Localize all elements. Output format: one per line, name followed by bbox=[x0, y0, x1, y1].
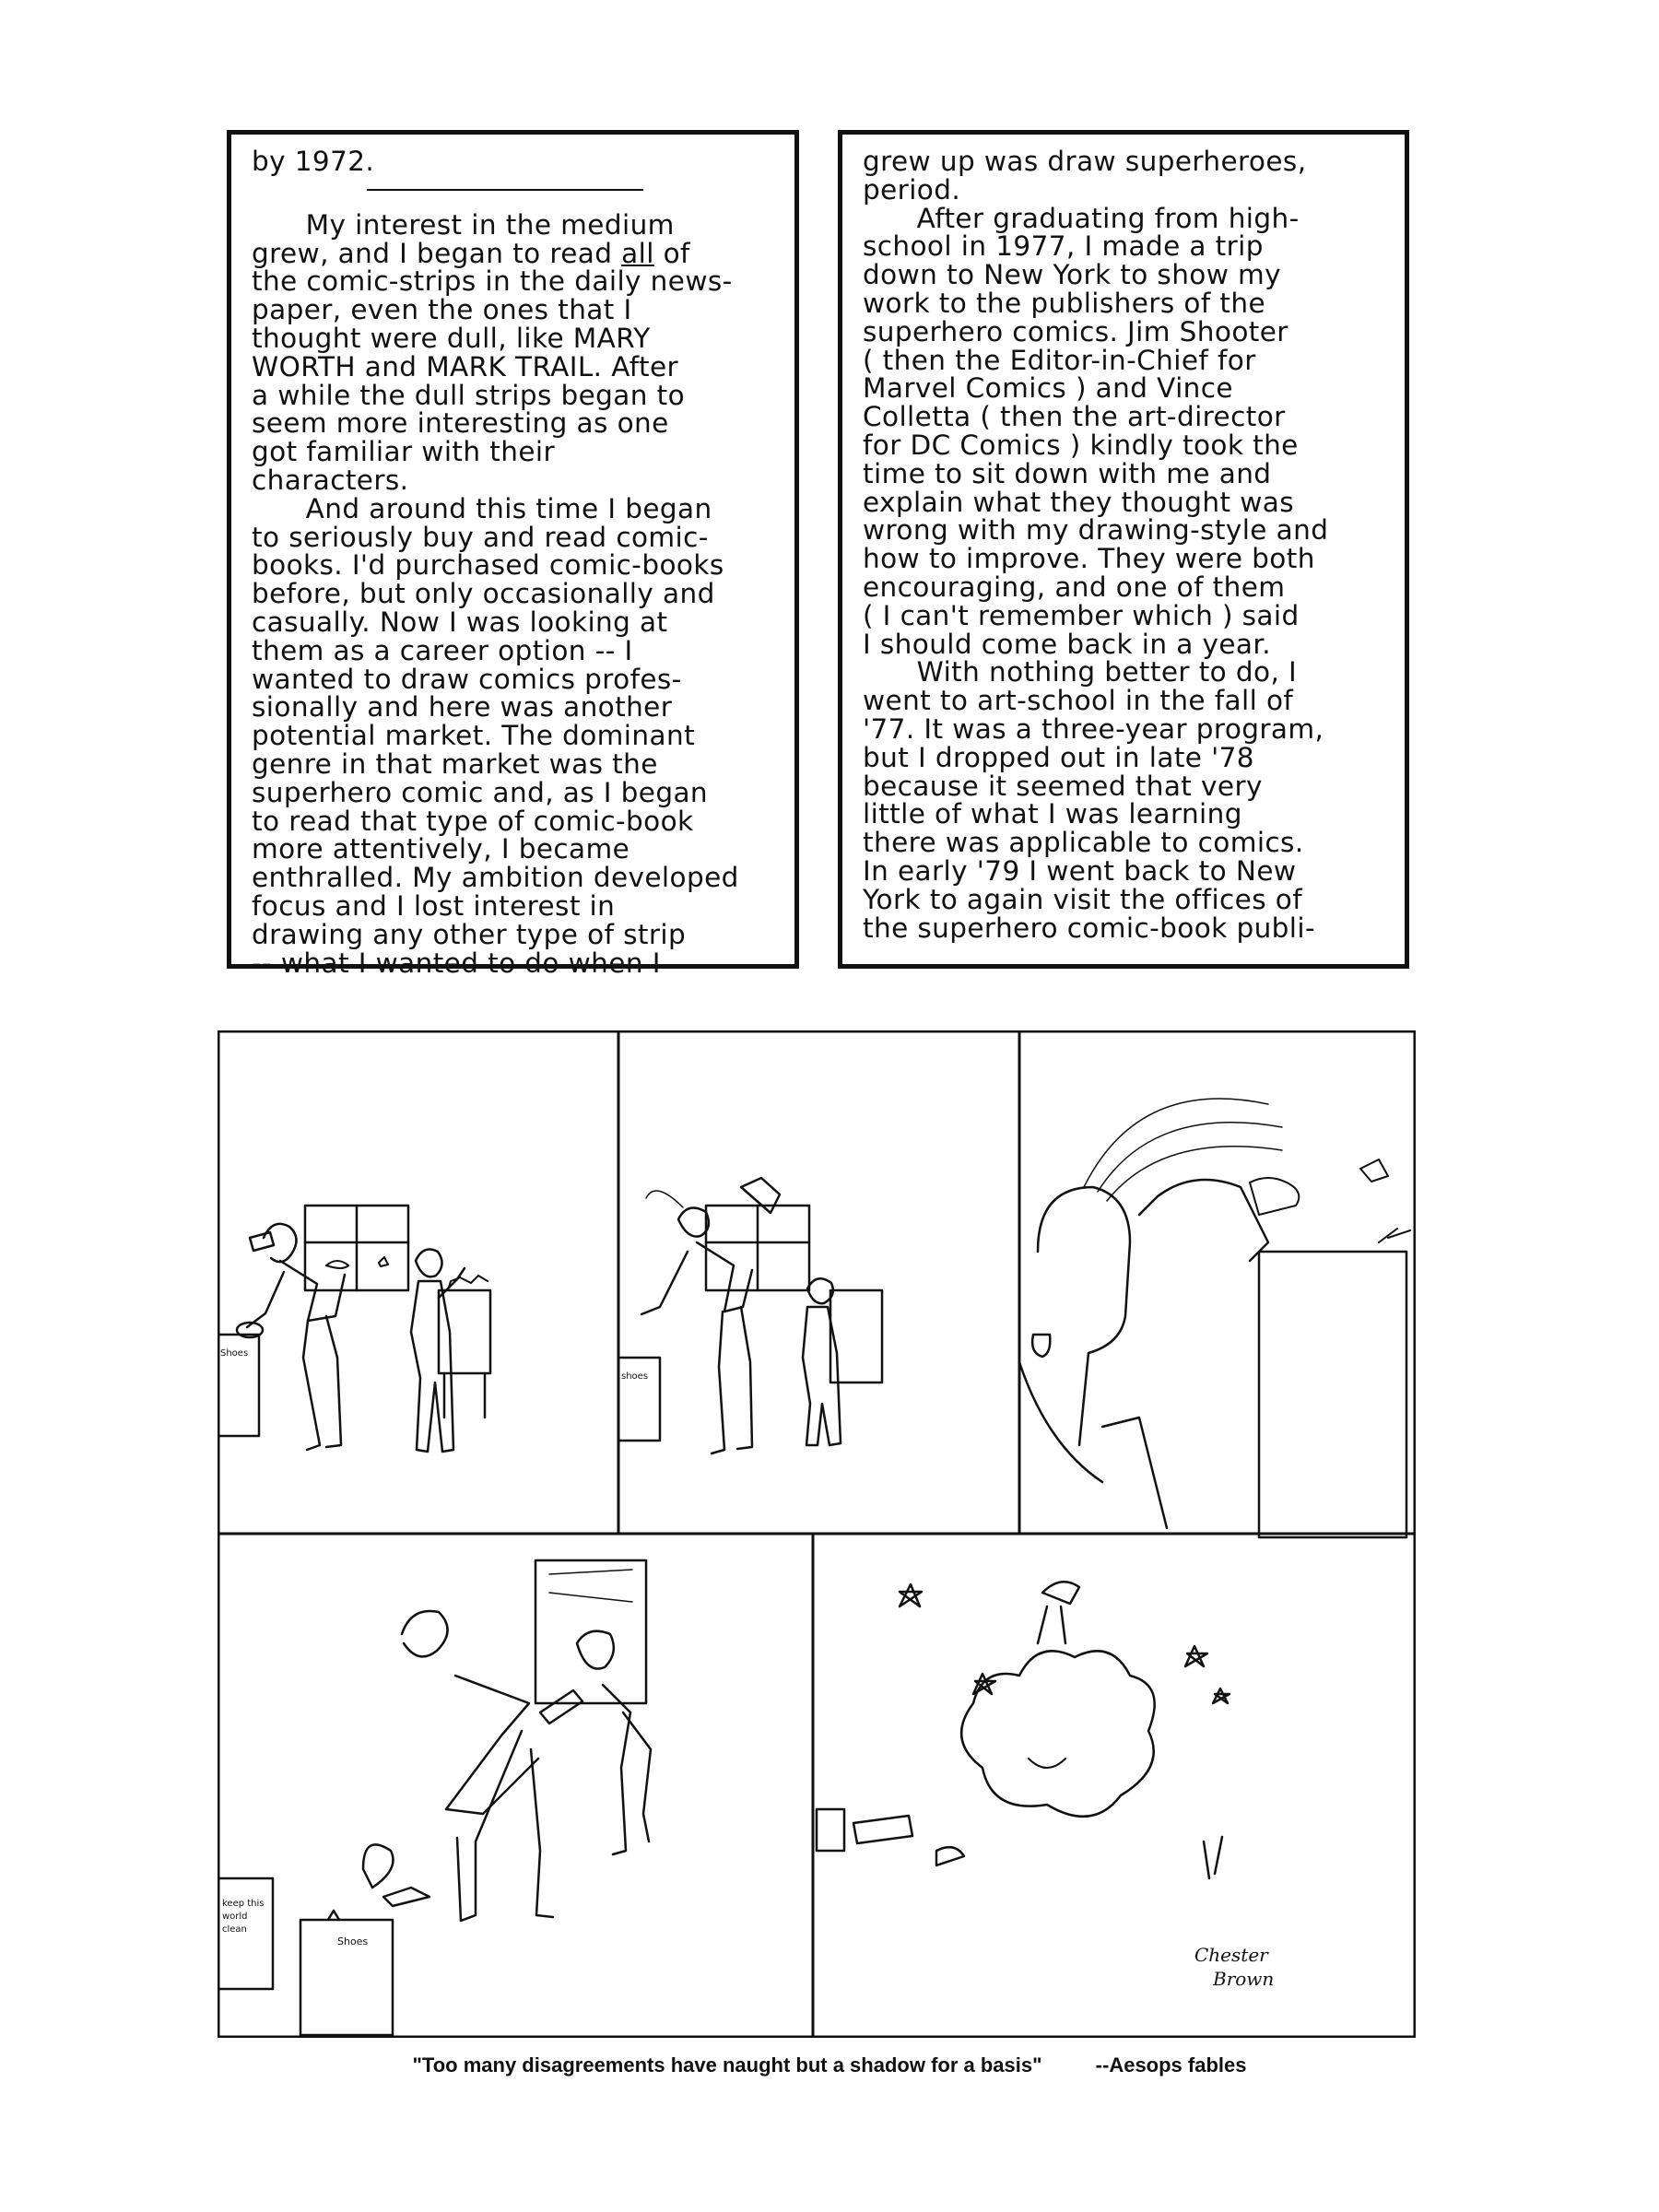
panel-1 bbox=[218, 1206, 490, 1452]
text-line: school in 1977, I made a trip bbox=[863, 230, 1264, 263]
star-icon bbox=[1185, 1646, 1207, 1666]
bin-label: clean bbox=[222, 1924, 247, 1935]
text-line: seem more interesting as one bbox=[252, 407, 669, 440]
text-line: got familiar with their bbox=[252, 436, 555, 468]
text-line: period. bbox=[863, 173, 961, 206]
text-line: a while the dull strips began to bbox=[252, 379, 686, 411]
dust-cloud bbox=[961, 1651, 1155, 1817]
text-line: Marvel Comics ) and Vince bbox=[863, 372, 1233, 405]
text-line: wanted to draw comics profes- bbox=[252, 663, 682, 695]
head bbox=[264, 1224, 297, 1262]
text-line: there was applicable to comics. bbox=[863, 827, 1304, 859]
text-line: superhero comics. Jim Shooter bbox=[863, 315, 1288, 347]
text-line: With nothing better to do, I bbox=[863, 656, 1298, 688]
text-line bbox=[252, 237, 774, 269]
shoes-label: Shoes bbox=[337, 1936, 369, 1947]
text-line: them as a career option -- I bbox=[252, 634, 633, 666]
head bbox=[678, 1208, 709, 1237]
panel-2 bbox=[618, 1178, 882, 1453]
text-line: characters. bbox=[252, 464, 409, 496]
text-line: enthralled. My ambition developed bbox=[252, 862, 739, 894]
text-line: superhero comic and, as I began bbox=[252, 776, 709, 808]
comic-strip-art bbox=[218, 1030, 1416, 2038]
text-line: little of what I was learning bbox=[863, 798, 1242, 830]
text-column-left bbox=[227, 130, 799, 979]
comic-strip bbox=[218, 1030, 1416, 2038]
text-line: York to again visit the offices of bbox=[863, 883, 1303, 915]
text-line: -- what I wanted to do when I bbox=[252, 947, 661, 979]
trash-bin bbox=[817, 1809, 844, 1851]
text-line: focus and I lost interest in bbox=[252, 889, 616, 922]
star-icon bbox=[900, 1584, 922, 1606]
head bbox=[807, 1278, 833, 1303]
bin-label: world bbox=[222, 1912, 248, 1922]
divider-rule bbox=[367, 189, 643, 191]
text-line: My interest in the medium bbox=[252, 208, 675, 241]
text-line: paper, even the ones that I bbox=[252, 294, 632, 326]
shoes-label: Shoes bbox=[220, 1348, 249, 1359]
bin-label: keep this bbox=[222, 1899, 265, 1909]
star-icon bbox=[1213, 1688, 1230, 1703]
shoe-in-hand bbox=[540, 1690, 582, 1724]
panel-4 bbox=[218, 1560, 651, 2035]
text-line: ( then the Editor-in-Chief for bbox=[863, 344, 1256, 376]
open-mouth bbox=[1032, 1335, 1050, 1357]
underlined-word: all bbox=[621, 237, 654, 269]
panel-3 bbox=[1019, 1099, 1410, 1537]
text-line: encouraging, and one of them bbox=[863, 571, 1286, 603]
text-line: more attentively, I became bbox=[252, 833, 630, 865]
shoes-label: shoes bbox=[621, 1371, 649, 1382]
text-line: drawing any other type of strip bbox=[252, 918, 687, 950]
cup bbox=[250, 1232, 274, 1251]
text-line: Colletta ( then the art-director bbox=[863, 401, 1286, 433]
text-line: to read that type of comic-book bbox=[252, 805, 694, 837]
text-line: the superhero comic-book publi- bbox=[863, 912, 1316, 944]
text-line: before, but only occasionally and bbox=[252, 578, 715, 610]
trash-bin bbox=[1259, 1252, 1406, 1537]
text-line: wrong with my drawing-style and bbox=[863, 514, 1329, 547]
text-line: for DC Comics ) kindly took the bbox=[863, 429, 1299, 461]
text-line: books. I'd purchased comic-books bbox=[252, 549, 724, 582]
text-column-right bbox=[838, 130, 1409, 969]
text-line: time to sit down with me and bbox=[863, 457, 1272, 489]
head bbox=[402, 1611, 448, 1656]
text-line: by 1972. bbox=[252, 146, 375, 177]
text-line: down to New York to show my bbox=[863, 259, 1282, 291]
shoe-box bbox=[618, 1358, 660, 1441]
shoe bbox=[383, 1888, 429, 1906]
text-line: In early '79 I went back to New bbox=[863, 854, 1297, 887]
signature-line-1: Chester bbox=[1194, 1944, 1268, 1966]
text-line: work to the publishers of the bbox=[863, 287, 1266, 319]
text-line: thought were dull, like MARY bbox=[252, 322, 651, 354]
text-line: sionally and here was another bbox=[252, 691, 673, 724]
trash-bin bbox=[439, 1290, 490, 1373]
caption-quote: "Too many disagreements have naught but a shadow for a basis" bbox=[412, 2053, 1042, 2077]
text-line: WORTH and MARK TRAIL. After bbox=[252, 350, 679, 382]
text-line: the comic-strips in the daily news- bbox=[252, 265, 733, 298]
shoe-box bbox=[853, 1816, 912, 1843]
signature-line-2: Brown bbox=[1213, 1968, 1275, 1990]
text-line: to seriously buy and read comic- bbox=[252, 521, 709, 553]
text-line: casually. Now I was looking at bbox=[252, 606, 668, 638]
flying-shoe bbox=[741, 1178, 780, 1213]
text-line: but I dropped out in late '78 bbox=[863, 741, 1254, 773]
text-line: ( I can't remember which ) said bbox=[863, 599, 1300, 631]
text-segment: grew, and I began to read bbox=[252, 237, 622, 269]
text-line: potential market. The dominant bbox=[252, 720, 696, 752]
head bbox=[416, 1250, 442, 1277]
text-line: grew up was draw superheroes, bbox=[863, 146, 1307, 177]
text-line: '77. It was a three-year program, bbox=[863, 712, 1324, 745]
text-line: After graduating from high- bbox=[863, 202, 1300, 234]
text-line: genre in that market was the bbox=[252, 747, 658, 780]
text-segment: of bbox=[653, 237, 690, 269]
text-line: how to improve. They were both bbox=[863, 543, 1315, 575]
caption-attribution: --Aesops fables bbox=[1095, 2053, 1247, 2077]
shoe bbox=[936, 1847, 964, 1865]
panel-5 bbox=[817, 1582, 1274, 1990]
text-line: went to art-school in the fall of bbox=[863, 685, 1294, 717]
head bbox=[1038, 1187, 1130, 1445]
text-line: because it seemed that very bbox=[863, 770, 1263, 802]
head bbox=[577, 1631, 614, 1669]
caption bbox=[0, 2053, 1659, 2077]
text-line: I should come back in a year. bbox=[863, 628, 1272, 660]
text-line: And around this time I began bbox=[252, 492, 712, 524]
text-line: explain what they thought was bbox=[863, 486, 1294, 518]
